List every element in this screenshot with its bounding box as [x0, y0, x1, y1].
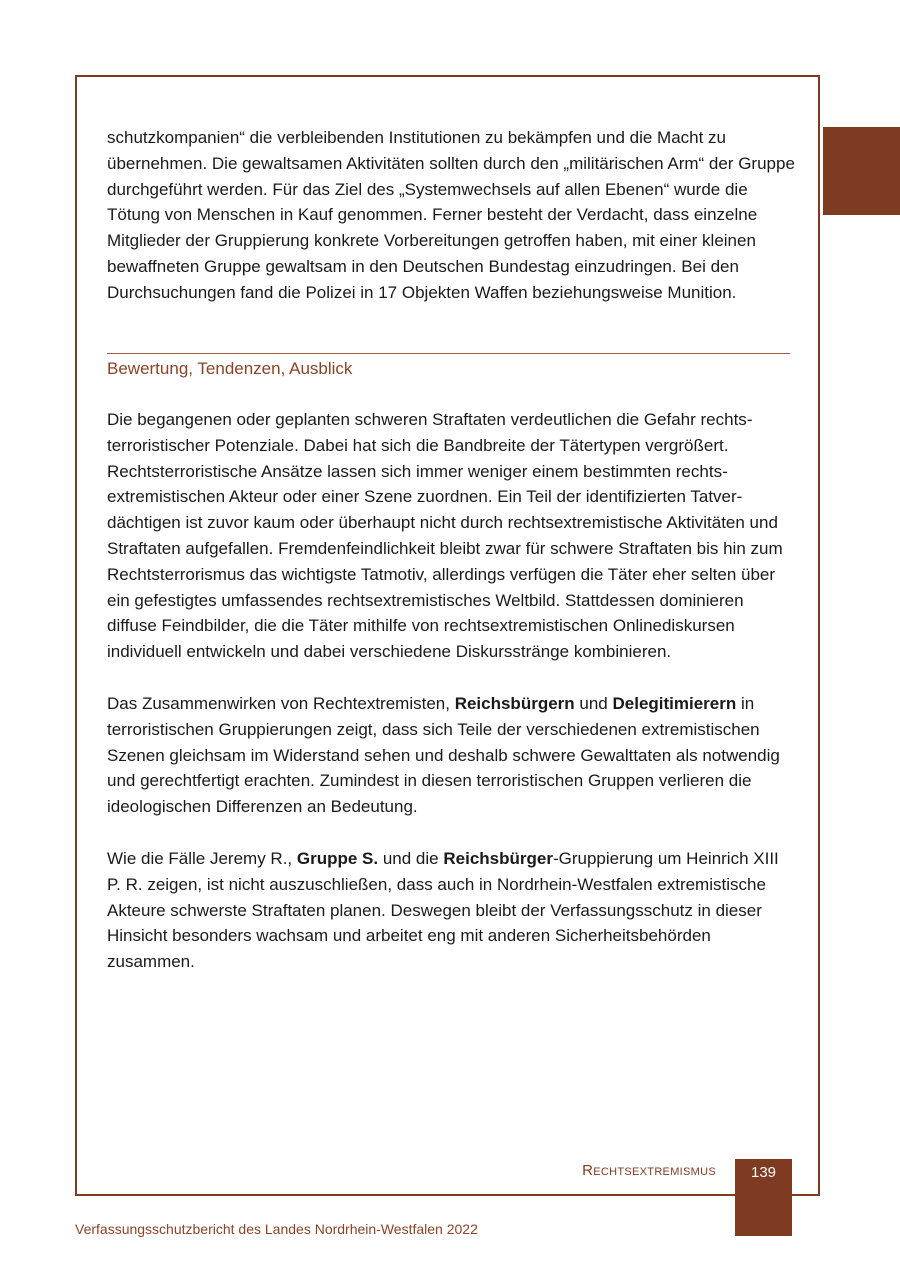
body-text — [107, 125, 797, 306]
text-run: in terroristischen Gruppierungen zeigt, dass sich Teile der verschiedenen extremistischen Szenen gleichsam im Widerstand sehen und deshalb schwere Gewalttaten als notwendig und gerechtfertigt erachten. Zumindest in diesen terroristischen Gruppen verlieren die ideologischen Differenzen an Bedeutung. — [107, 693, 780, 817]
paragraph: schutzkompanien“ die verbleibenden Institutionen zu bekämpfen und die Macht zu übernehmen. Die gewaltsamen Aktivitäten sollten durch den „militärischen Arm“ der Gruppe durchgeführt werden. Für das Ziel des „Systemwechsels auf allen Ebenen“ wurde die Tötung von Menschen in Kauf genommen. Ferner besteht der Verdacht, dass einzelne Mitglieder der Gruppierung konkrete Vorbereitungen getroffen haben, mit einer kleinen bewaffneten Gruppe gewaltsam in den Deutschen Bundestag einzudringen. Bei den Durchsuchungen fand die Polizei in 17 Objekten Waffen beziehungsweise Munition. — [107, 128, 795, 302]
paragraph — [107, 846, 797, 975]
text-run: und — [574, 693, 613, 713]
section-body — [107, 407, 797, 975]
page-number: 139 — [750, 1164, 777, 1181]
bold-term: Delegitimierern — [612, 693, 737, 713]
paragraph: Die begangenen oder geplanten schweren Straftaten verdeutlichen die Gefahr rechtsterroristischer Potenziale. Dabei hat sich die Bandbreite der Tätertypen vergrößert. Rechtsterroristische Ansätze lassen sich immer weniger einem bestimmten rechtsextremistischen Akteur oder einer Szene zuordnen. Ein Teil der identifizierten Tatverdächtigen ist zuvor kaum oder überhaupt nicht durch rechtsextremistische Aktivitäten und Straftaten aufgefallen. Fremdenfeindlichkeit bleibt zwar für schwere Straftaten bis hin zum Rechtsterrorismus das wichtigste Tatmotiv, allerdings verfügen die Täter eher selten über ein gefestigtes umfassendes rechtsextremistisches Weltbild. Stattdessen dominieren diffuse Feindbilder, die die Täter mithilfe von rechtsextremistischen Onlinediskursen individuell entwickeln und dabei verschiedene Diskursstränge kombinieren. — [107, 410, 783, 662]
page-number-box — [735, 1159, 792, 1236]
section-heading: Bewertung, Tendenzen, Ausblick — [107, 359, 353, 378]
section-divider — [107, 353, 790, 354]
paragraph — [107, 691, 797, 820]
bold-term: Reichsbürger — [443, 848, 553, 868]
bold-term: Reichsbürgern — [454, 693, 575, 713]
publication-footer: Verfassungsschutzbericht des Landes Nordrhein-Westfalen 2022 — [75, 1221, 478, 1237]
text-run: -Gruppierung um Heinrich XIII P. R. zeigen, ist nicht auszuschließen, dass auch in Nordrhein-Westfalen extremistische Akteure schwerste Straftaten planen. Deswegen bleibt der Verfassungsschutz in dieser Hinsicht besonders wachsam und arbeitet eng mit anderen Sicherheitsbehörden zusammen. — [107, 848, 779, 972]
chapter-tab-marker — [823, 127, 900, 215]
text-run: und die — [378, 848, 444, 868]
running-section-label: Rechtsextremismus — [582, 1162, 716, 1179]
bold-term: Gruppe S. — [296, 848, 379, 868]
text-run: Das Zusammenwirken von Rechtextremisten, — [107, 693, 455, 713]
text-run: Wie die Fälle Jeremy R., — [107, 848, 297, 868]
